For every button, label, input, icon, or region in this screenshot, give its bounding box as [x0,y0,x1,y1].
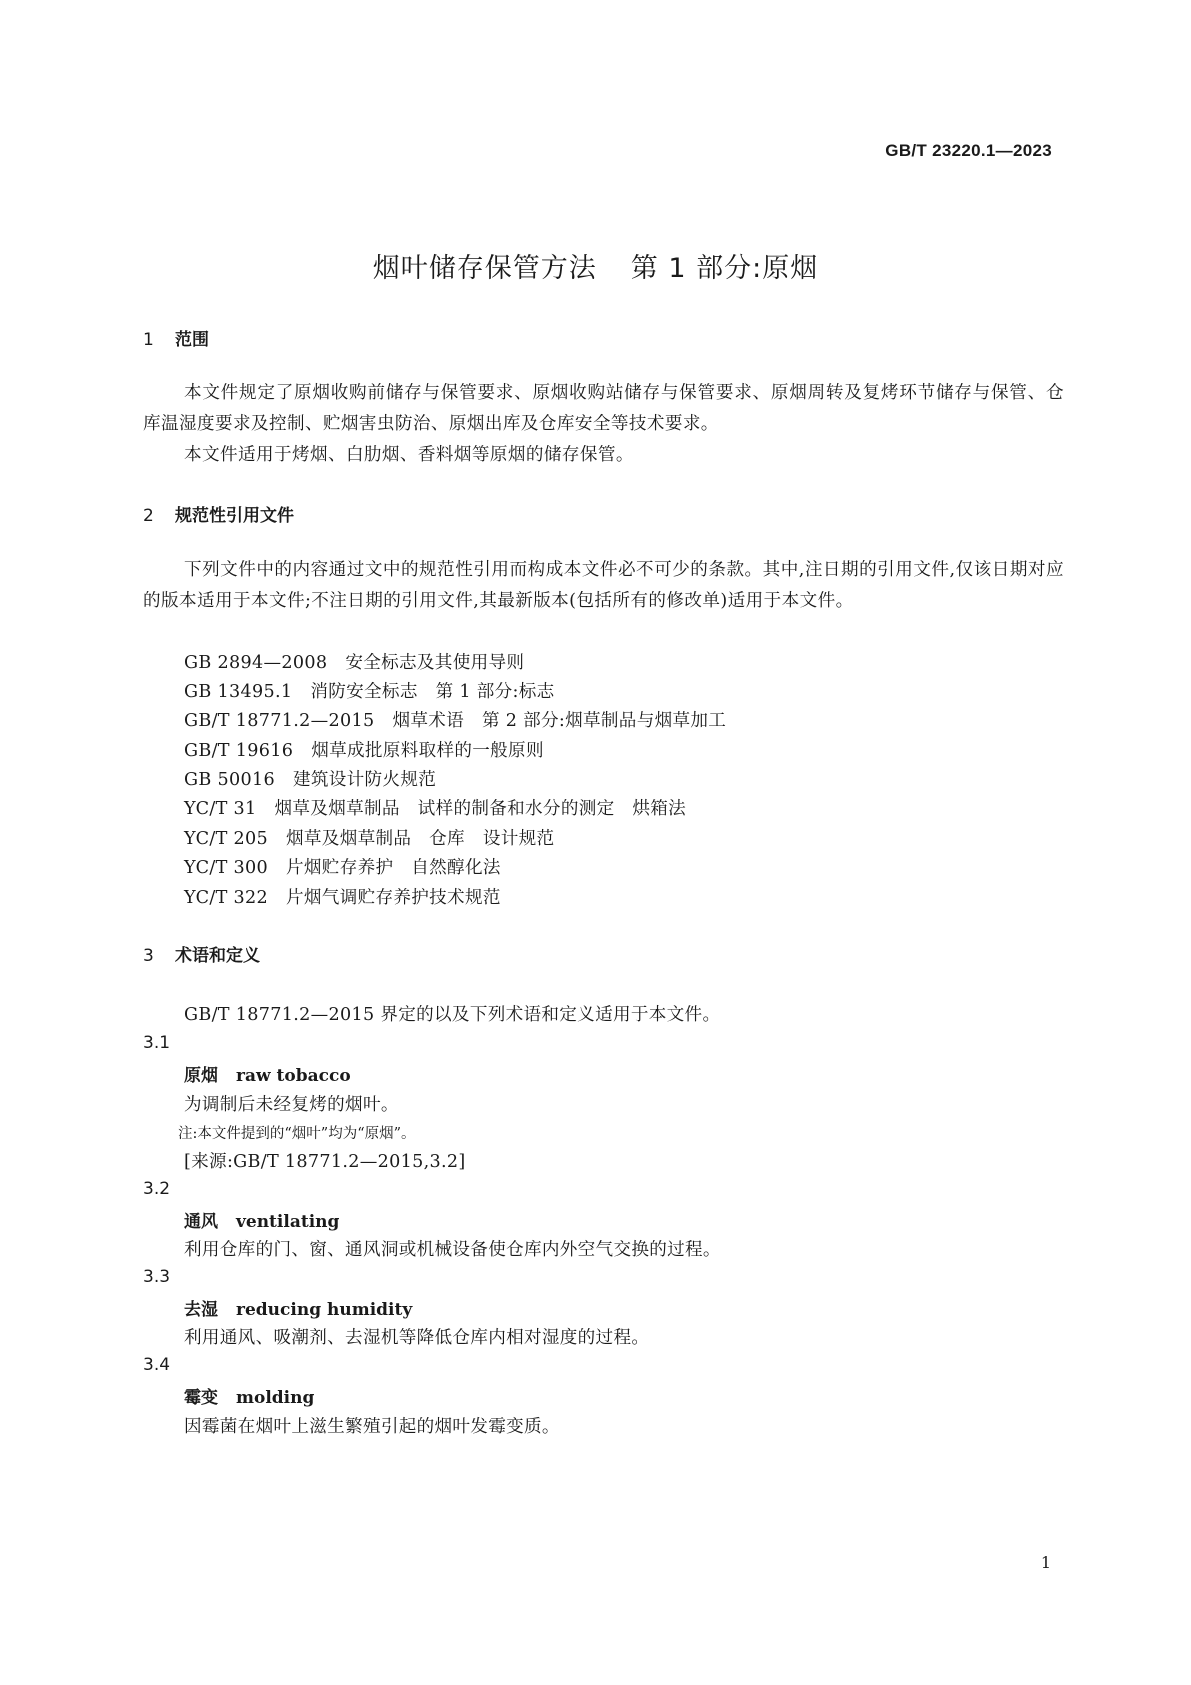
reference-title: 烟草及烟草制品 试样的制备和水分的测定 烘箱法 [274,799,687,819]
term-number: 3.1 [143,1033,171,1053]
term-zh: 霉变 [184,1388,218,1408]
term-en: ventilating [236,1212,340,1232]
reference-code: GB 50016 [184,770,275,790]
page-number: 1 [1040,1553,1051,1572]
section-heading-scope [143,325,209,350]
term-definition: 利用仓库的门、窗、通风洞或机械设备使仓库内外空气交换的过程。 [184,1240,721,1260]
section-number: 1 [143,330,154,350]
reference-title: 烟草术语 第 2 部分:烟草制品与烟草加工 [392,711,727,731]
section-number: 2 [143,506,154,526]
term-number: 3.4 [143,1355,171,1375]
reference-title: 安全标志及其使用导则 [345,653,525,673]
scope-paragraph-2: 本文件适用于烤烟、白肋烟、香料烟等原烟的储存保管。 [184,445,634,465]
reference-code: YC/T 300 [184,858,269,878]
term-title [184,1383,314,1408]
reference-code: YC/T 31 [184,799,257,819]
section-number: 3 [143,946,154,966]
section-heading-normative-references [143,501,294,526]
reference-item [184,854,501,879]
reference-code: YC/T 322 [184,888,269,908]
section-title: 范围 [175,330,209,350]
scope-paragraph-1: 本文件规定了原烟收购前储存与保管要求、原烟收购站储存与保管要求、原烟周转及复烤环节储存与保管、仓库温湿度要求及控制、贮烟害虫防治、原烟出库及仓库安全等技术要求。 [143,383,1064,434]
references-intro: 下列文件中的内容通过文中的规范性引用而构成本文件必不可少的条款。其中,注日期的引用文件,仅该日期对应的版本适用于本文件;不注日期的引用文件,其最新版本(包括所有的修改单)适用于本文件。 [143,560,1064,611]
reference-code: GB/T 18771.2—2015 [184,711,375,731]
reference-item [184,707,726,732]
reference-code: GB 13495.1 [184,682,293,702]
section-heading-terms [143,941,260,966]
term-en: raw tobacco [236,1066,351,1086]
term-source: [来源:GB/T 18771.2—2015,3.2] [184,1152,466,1172]
reference-title: 片烟气调贮存养护技术规范 [286,888,501,908]
reference-item [184,766,436,791]
reference-code: GB 2894—2008 [184,653,328,673]
reference-title: 片烟贮存养护 自然醇化法 [286,858,501,878]
term-number: 3.3 [143,1267,171,1287]
reference-title: 消防安全标志 第 1 部分:标志 [310,682,555,702]
term-definition: 为调制后未经复烤的烟叶。 [184,1095,399,1115]
reference-code: YC/T 205 [184,829,269,849]
term-title [184,1295,412,1320]
term-title [184,1061,351,1086]
term-number: 3.2 [143,1179,171,1199]
standard-number: GB/T 23220.1—2023 [885,141,1052,160]
reference-item [184,678,555,703]
term-en: molding [236,1388,315,1408]
reference-title: 烟草及烟草制品 仓库 设计规范 [286,829,555,849]
term-zh: 去湿 [184,1300,218,1320]
term-en: reducing humidity [236,1300,413,1320]
term-definition: 因霉菌在烟叶上滋生繁殖引起的烟叶发霉变质。 [184,1417,560,1437]
reference-item [184,795,686,820]
reference-code: GB/T 19616 [184,741,294,761]
term-zh: 原烟 [184,1066,218,1086]
title-part: 第 1 部分:原烟 [630,253,819,284]
section-title: 术语和定义 [175,946,260,966]
reference-item [184,649,524,674]
term-definition: 利用通风、吸潮剂、去湿机等降低仓库内相对湿度的过程。 [184,1328,650,1348]
title-main: 烟叶储存保管方法 [372,253,597,284]
reference-title: 建筑设计防火规范 [292,770,437,790]
reference-title: 烟草成批原料取样的一般原则 [311,741,544,761]
terms-intro: GB/T 18771.2—2015 界定的以及下列术语和定义适用于本文件。 [184,1005,721,1025]
reference-item [184,884,501,909]
page-title [0,246,1191,285]
term-zh: 通风 [184,1212,218,1232]
section-title: 规范性引用文件 [175,506,294,526]
term-title [184,1207,339,1232]
term-note: 注:本文件提到的“烟叶”均为“原烟”。 [178,1126,416,1142]
reference-item [184,737,544,762]
reference-item [184,825,554,850]
